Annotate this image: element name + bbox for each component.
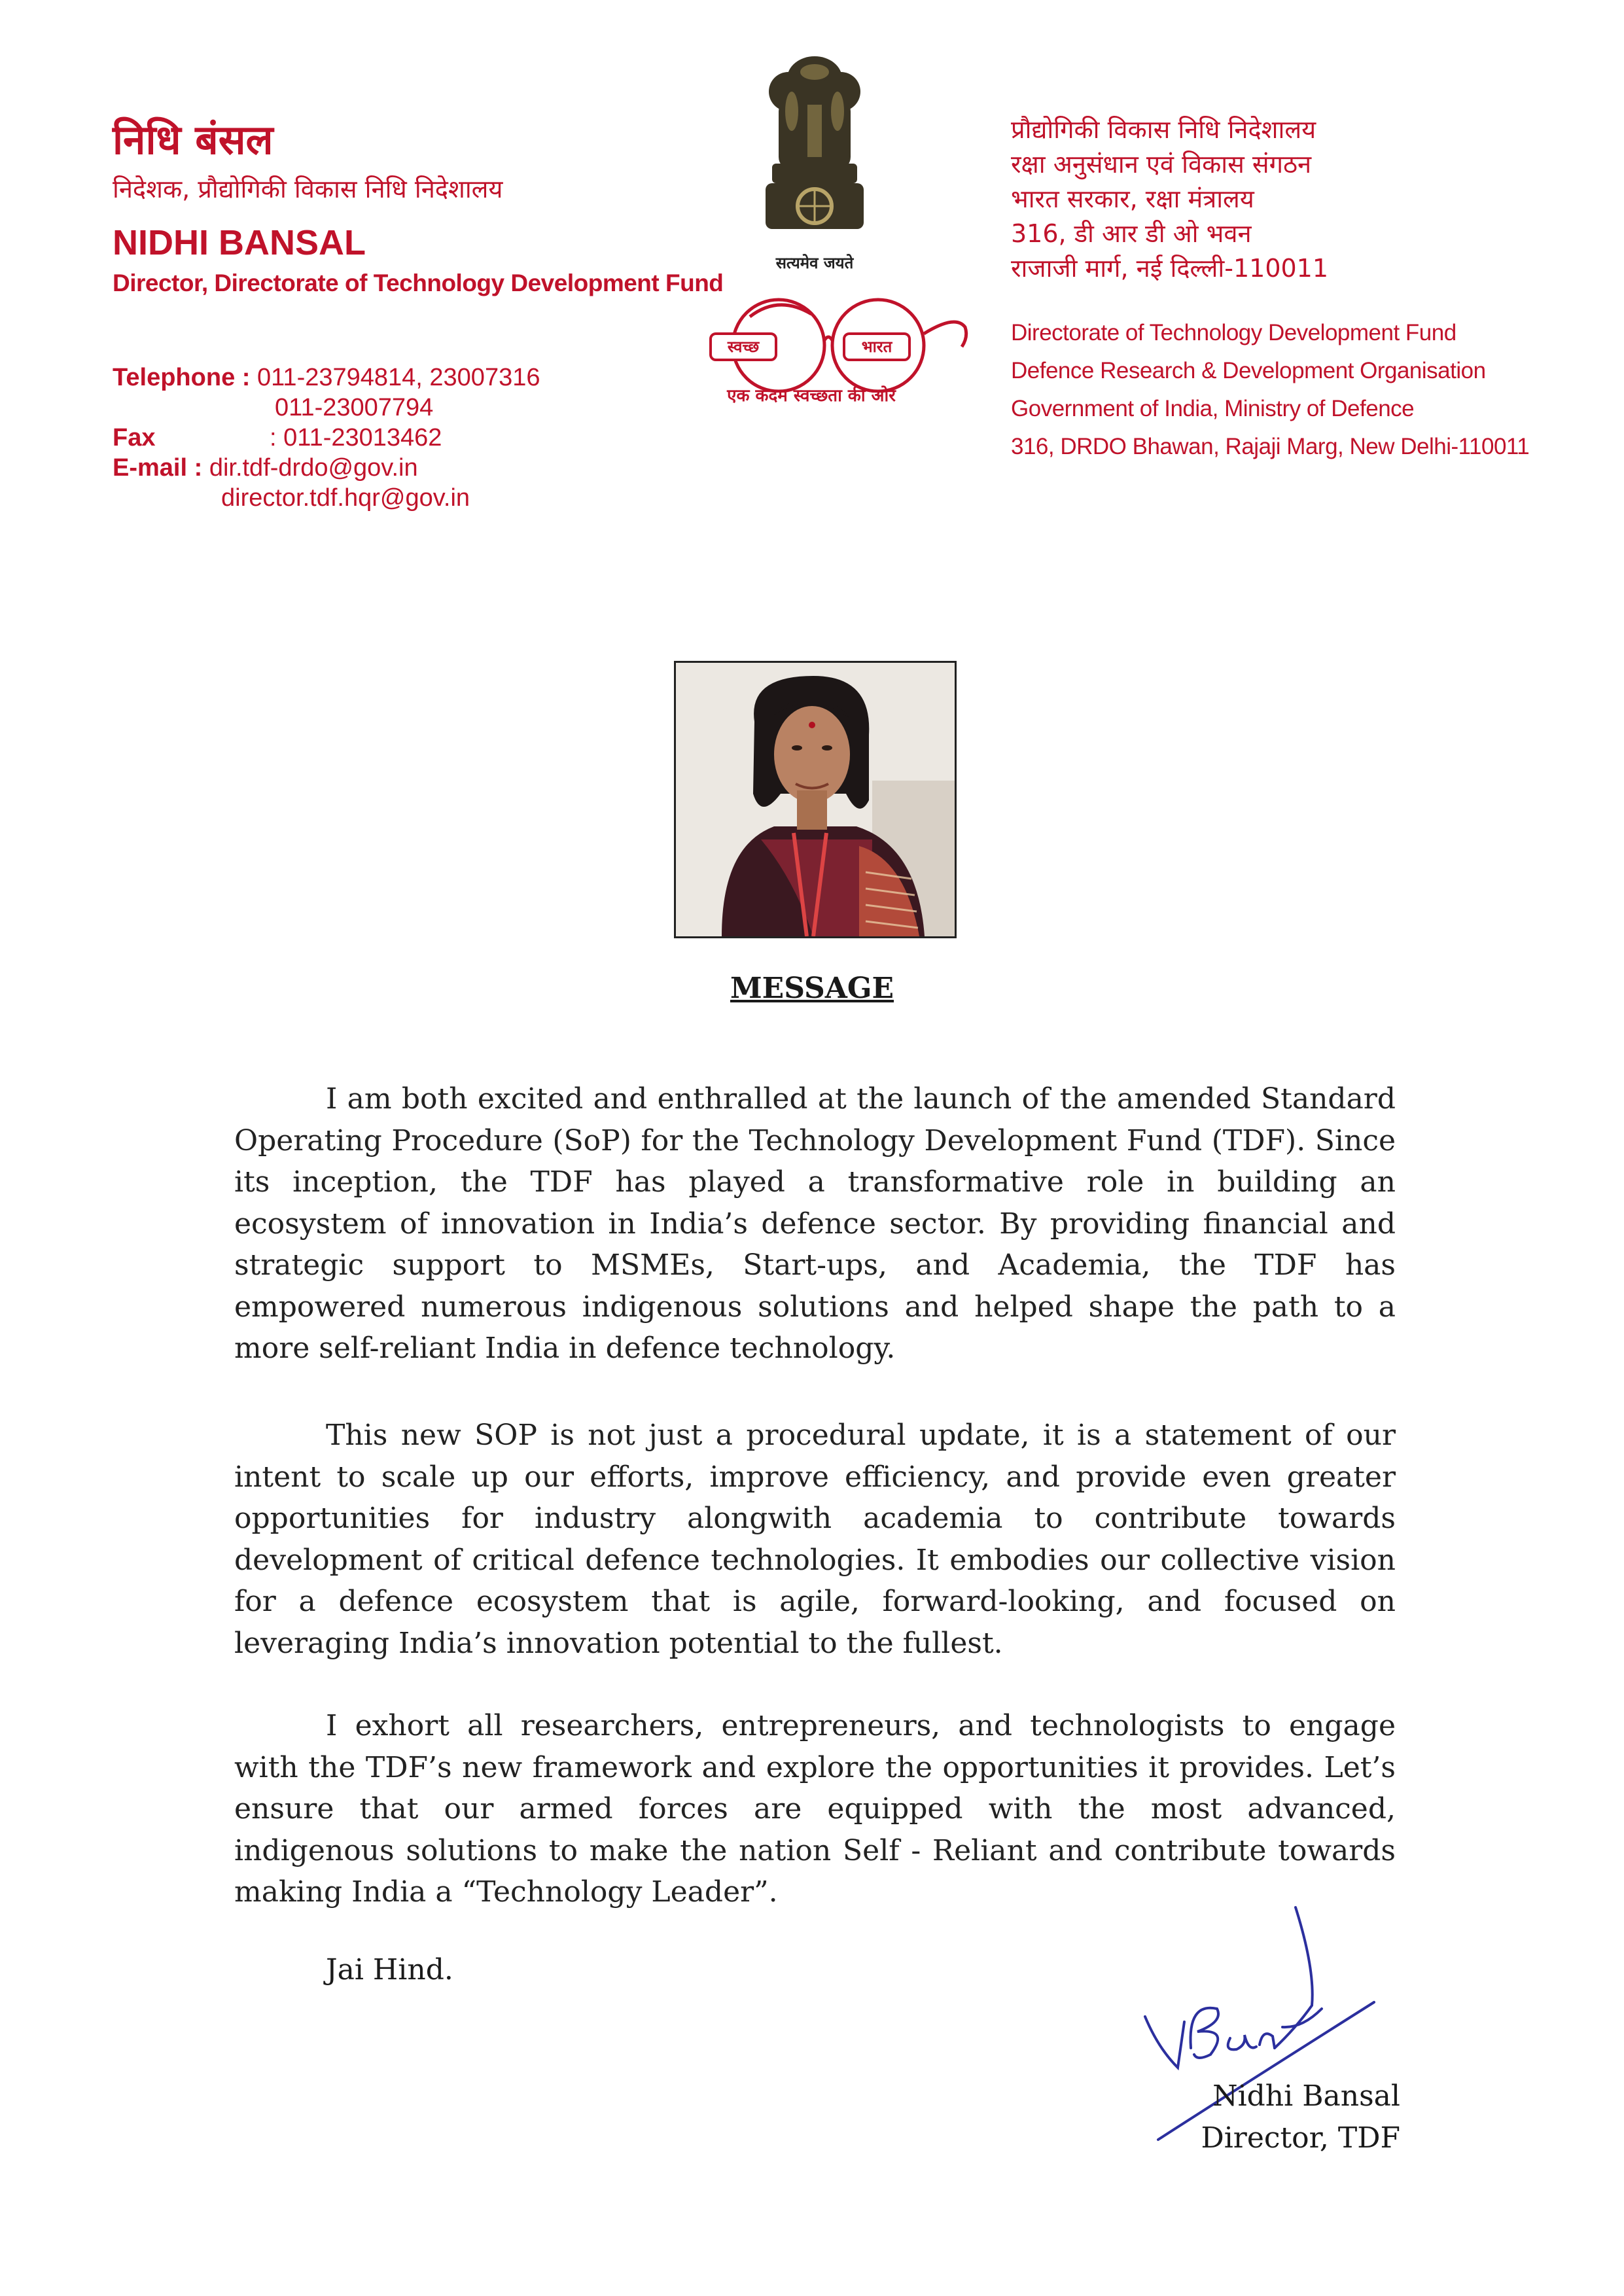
address-hindi-block [1011, 113, 1328, 286]
email-label: E-mail : [113, 454, 203, 482]
address-english-line: 316, DRDO Bhawan, Rajaji Marg, New Delhi-110011 [1011, 434, 1530, 459]
fax-number: : 011-23013462 [270, 424, 442, 451]
director-portrait-photo [674, 661, 957, 938]
message-paragraph-3 [234, 1705, 1396, 1913]
paragraph-text: This new SOP is not just a procedural update, it is a statement of our intent to scale up our efforts, improve efficiency, and provide even greater opportunities for industry alongwith academia to contribute towards development of critical defence technologies. It embodies our collective vision for a defence ecosystem that is agile, forward-looking, and focused on leveraging India’s innovation potential to the fullest. [234, 1419, 1396, 1660]
email-2[interactable]: director.tdf.hqr@gov.in [221, 484, 470, 512]
signatory-name: Nidhi Bansal [1212, 2079, 1400, 2113]
address-english-line: Directorate of Technology Development Fund [1011, 320, 1456, 345]
swachh-tagline: एक कदम स्वच्छता की ओर [727, 386, 896, 406]
telephone-2: 011-23007794 [275, 394, 434, 421]
fax-label: Fax [113, 424, 156, 451]
message-paragraph-1 [234, 1078, 1396, 1369]
address-hindi-line: रक्षा अनुसंधान एवं विकास संगठन [1011, 150, 1312, 179]
paragraph-text: I am both excited and enthralled at the launch of the amended Standard Operating Procedure (SoP) for the Technology Development Fund (TDF). Since its inception, the TDF has played a transformative role in building an ecosystem of innovation in India’s defence sector. By providing financial and strategic support to MSMEs, Start-ups, and Academia, the TDF has empowered numerous indigenous solutions and helped shape the path to a more self-reliant India in defence technology. [234, 1082, 1396, 1365]
name-english: NIDHI BANSAL [113, 223, 366, 262]
title-english: Director, Directorate of Technology Development Fund [113, 270, 724, 296]
national-emblem-icon [752, 52, 877, 249]
telephone-label: Telephone : [113, 364, 251, 391]
address-english-line: Government of India, Ministry of Defence [1011, 396, 1415, 421]
swachh-right-label: भारत [861, 338, 892, 356]
motto: सत्यमेव जयते [775, 254, 854, 272]
email-1[interactable]: dir.tdf-drdo@gov.in [209, 454, 418, 482]
name-hindi: निधि बंसल [113, 116, 274, 164]
address-hindi-line: भारत सरकार, रक्षा मंत्रालय [1011, 185, 1254, 213]
message-paragraph-2 [234, 1415, 1396, 1664]
address-hindi-line: प्रौद्योगिकी विकास निधि निदेशालय [1011, 115, 1316, 144]
telephone-1: 011-23794814, 23007316 [256, 364, 540, 391]
contact-block [113, 362, 540, 513]
swachh-left-label: स्वच्छ [727, 338, 760, 356]
title-hindi: निदेशक, प्रौद्योगिकी विकास निधि निदेशालय [113, 175, 503, 203]
address-hindi-line: राजाजी मार्ग, नई दिल्ली-110011 [1011, 254, 1329, 283]
swachh-bharat-spectacles-icon [700, 294, 975, 393]
message-heading: MESSAGE [730, 972, 894, 1005]
address-english-line: Defence Research & Development Organisation [1011, 358, 1486, 383]
closing-salutation: Jai Hind. [326, 1953, 453, 1987]
signatory-title: Director, TDF [1201, 2121, 1400, 2155]
address-english-block [1011, 314, 1529, 466]
paragraph-text: I exhort all researchers, entrepreneurs, and technologists to engage with the TDF’s new framework and explore the opportunities it provides. Let’s ensure that our armed forces are equipped with the most advanced, indigenous solutions to make the nation Self - Reliant and contribute towards making India a “Technology Leader”. [234, 1709, 1396, 1909]
address-hindi-line: 316, डी आर डी ओ भवन [1011, 219, 1252, 248]
